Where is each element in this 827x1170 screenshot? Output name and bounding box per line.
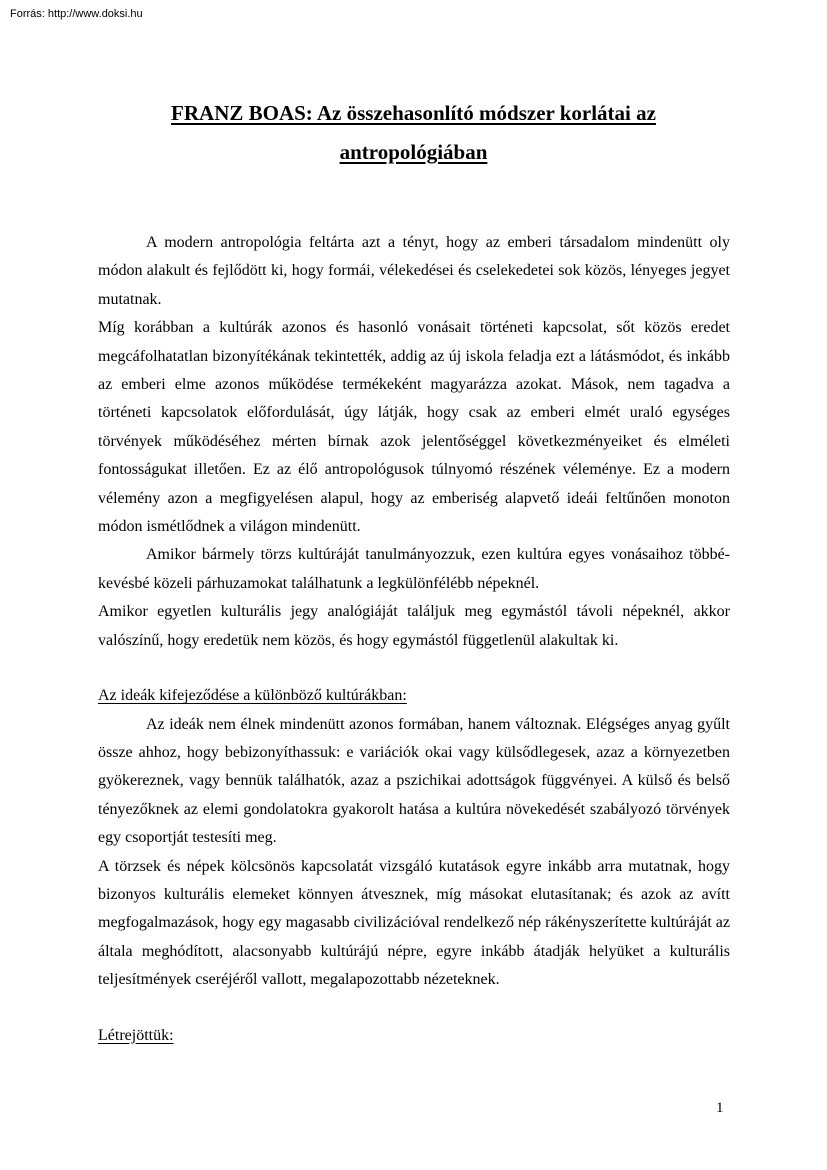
document-title-line2: antropológiában xyxy=(339,140,488,164)
paragraph-modern-anthropology: A modern antropológia feltárta azt a tényt, hogy az emberi társadalom mindenütt oly módon alakult és fejlődött ki, hogy formái, vélekedései és cselekedetei sok közös, lényeges jegyet mutatnak. xyxy=(98,234,730,308)
paragraph-tribe-culture: Amikor bármely törzs kultúráját tanulmányozzuk, ezen kultúra egyes vonásaihoz többé-kevésbé közeli párhuzamokat találhatunk a legkülönfélébb népeknél. xyxy=(98,546,730,592)
document-title-line1: FRANZ BOAS: Az összehasonlító módszer korlátai az xyxy=(171,101,656,125)
source-url-text: Forrás: http://www.doksi.hu xyxy=(10,8,143,20)
paragraph-tribes-research: A törzsek és népek kölcsönös kapcsolatát vizsgáló kutatások egyre inkább arra mutatnak, hogy bizonyos kulturális elemeket könnyen átvesznek, míg másokat elutasítanak; és azok az avítt megfogalmazások, hogy egy magasabb civilizációval rendelkező nép rákényszerítette kultúráját az általa meghódított, alacsonyabb kultúrájú népre, egyre inkább átadják helyüket a kulturális teljesítmények cseréjéről vallott, megalapozottabb nézeteknek. xyxy=(98,857,730,989)
paragraph-earlier-cultures: Míg korábban a kultúrák azonos és hasonló vonásait történeti kapcsolat, sőt közös eredet megcáfolhatatlan bizonyítékának tekintették, addig az új iskola feladja ezt a látásmódot, és inkább az emberi elme azonos működése termékeként magyarázza azokat. Mások, nem tagadva a történeti kapcsolatok előfordulását, úgy látják, hogy csak az emberi elmét uraló egységes törvények működéséhez mérten bírnak azok jelentőséggel következményeiket és elméleti fontosságukat illetően. Ez az élő antropológusok túlnyomó részének véleménye. Ez a modern vélemény azon a megfigyelésen alapul, hogy az emberiség alapvető ideái feltűnően monoton módon ismétlődnek a világon mindenütt. xyxy=(98,319,730,536)
document-title xyxy=(0,94,827,172)
paragraph-single-cultural-trait: Amikor egyetlen kulturális jegy analógiáját találjuk meg egymástól távoli népeknél, akkor valószínű, hogy eredetük nem közös, és hogy egymástól függetlenül alakultak ki. xyxy=(98,603,730,649)
page-number: 1 xyxy=(716,1100,724,1116)
document-body xyxy=(98,229,730,1050)
section-heading-origin: Létrejöttük: xyxy=(98,1026,174,1044)
paragraph-ideas-variation: Az ideák nem élnek mindenütt azonos formában, hanem változnak. Elégséges anyag gyűlt össze ahhoz, hogy bebizonyíthassuk: e variációk okai vagy külsődlegesek, azaz a környezetben gyökereznek, vagy bennük találhatók, azaz a pszichikai adottságok függvényei. A külső és belső tényezőknek az elemi gondolatokra gyakorolt hatása a kultúra növekedését szabályozó törvények egy csoportját testesíti meg. xyxy=(98,715,730,847)
section-heading-ideas-expression: Az ideák kifejeződése a különböző kultúrákban: xyxy=(98,687,407,705)
